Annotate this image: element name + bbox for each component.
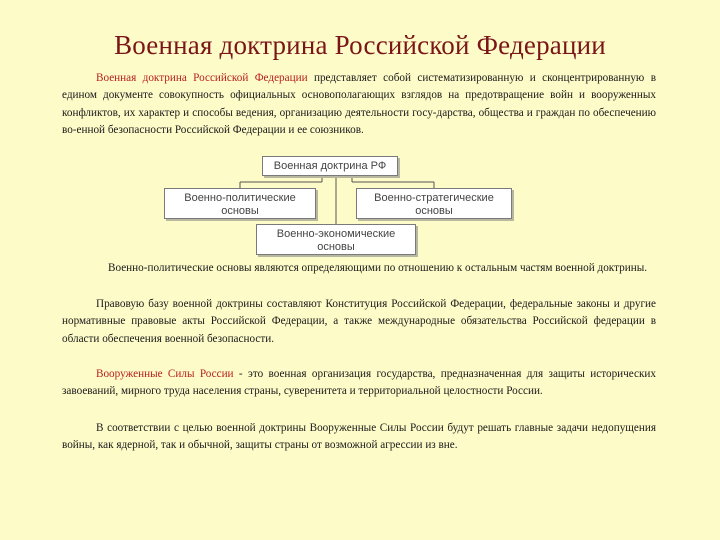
intro-paragraph [62, 70, 656, 140]
paragraph-armed-forces [62, 366, 656, 401]
armed-forces-text: - это военная организация государства, предназначенная для защиты исторических завоеваний, мирного труда населения страны, суверенитета и территориальной целостности России. [62, 368, 657, 398]
armed-forces-highlight: Вооруженные Силы России [96, 368, 234, 380]
paragraph-legal-basis: Правовую базу военной доктрины составляют Конституция Российской Федерации, федеральные законы и другие нормативные правовые акты Российской Федерации, а также международные обязательства Российской федерации в области обеспечения военной безопасности. [62, 298, 656, 345]
intro-text: представляет собой систематизированную и сконцентрированную в едином документе совокупность официальных основополагающих взглядов на предотвращение войн и вооруженных конфликтов, их характер и способы ведения, организацию деятельности госу-дарства, общества и граждан по обеспечению во-енной безопасности Российской Федерации и ее союзников. [62, 72, 656, 137]
diagram-root-box: Военная доктрина РФ [262, 156, 398, 176]
diagram-political-box: Военно-политические основы [164, 188, 316, 219]
intro-highlight: Военная доктрина Российской Федерации [96, 72, 308, 84]
diagram-strategic-box: Военно-стратегические основы [356, 188, 512, 219]
slide-title: Военная доктрина Российской Федерации [114, 30, 606, 60]
paragraph-tasks: В соответствии с целью военной доктрины Вооруженные Силы России будут решать главные задачи недопущения войны, как ядерной, так и обычной, защиты страны от возможной агрессии из вне. [62, 422, 656, 452]
paragraph-political: Военно-политические основы являются определяющими по отношению к остальным частям военной доктрины. [108, 262, 648, 274]
diagram-economic-box: Военно-экономические основы [256, 224, 416, 255]
